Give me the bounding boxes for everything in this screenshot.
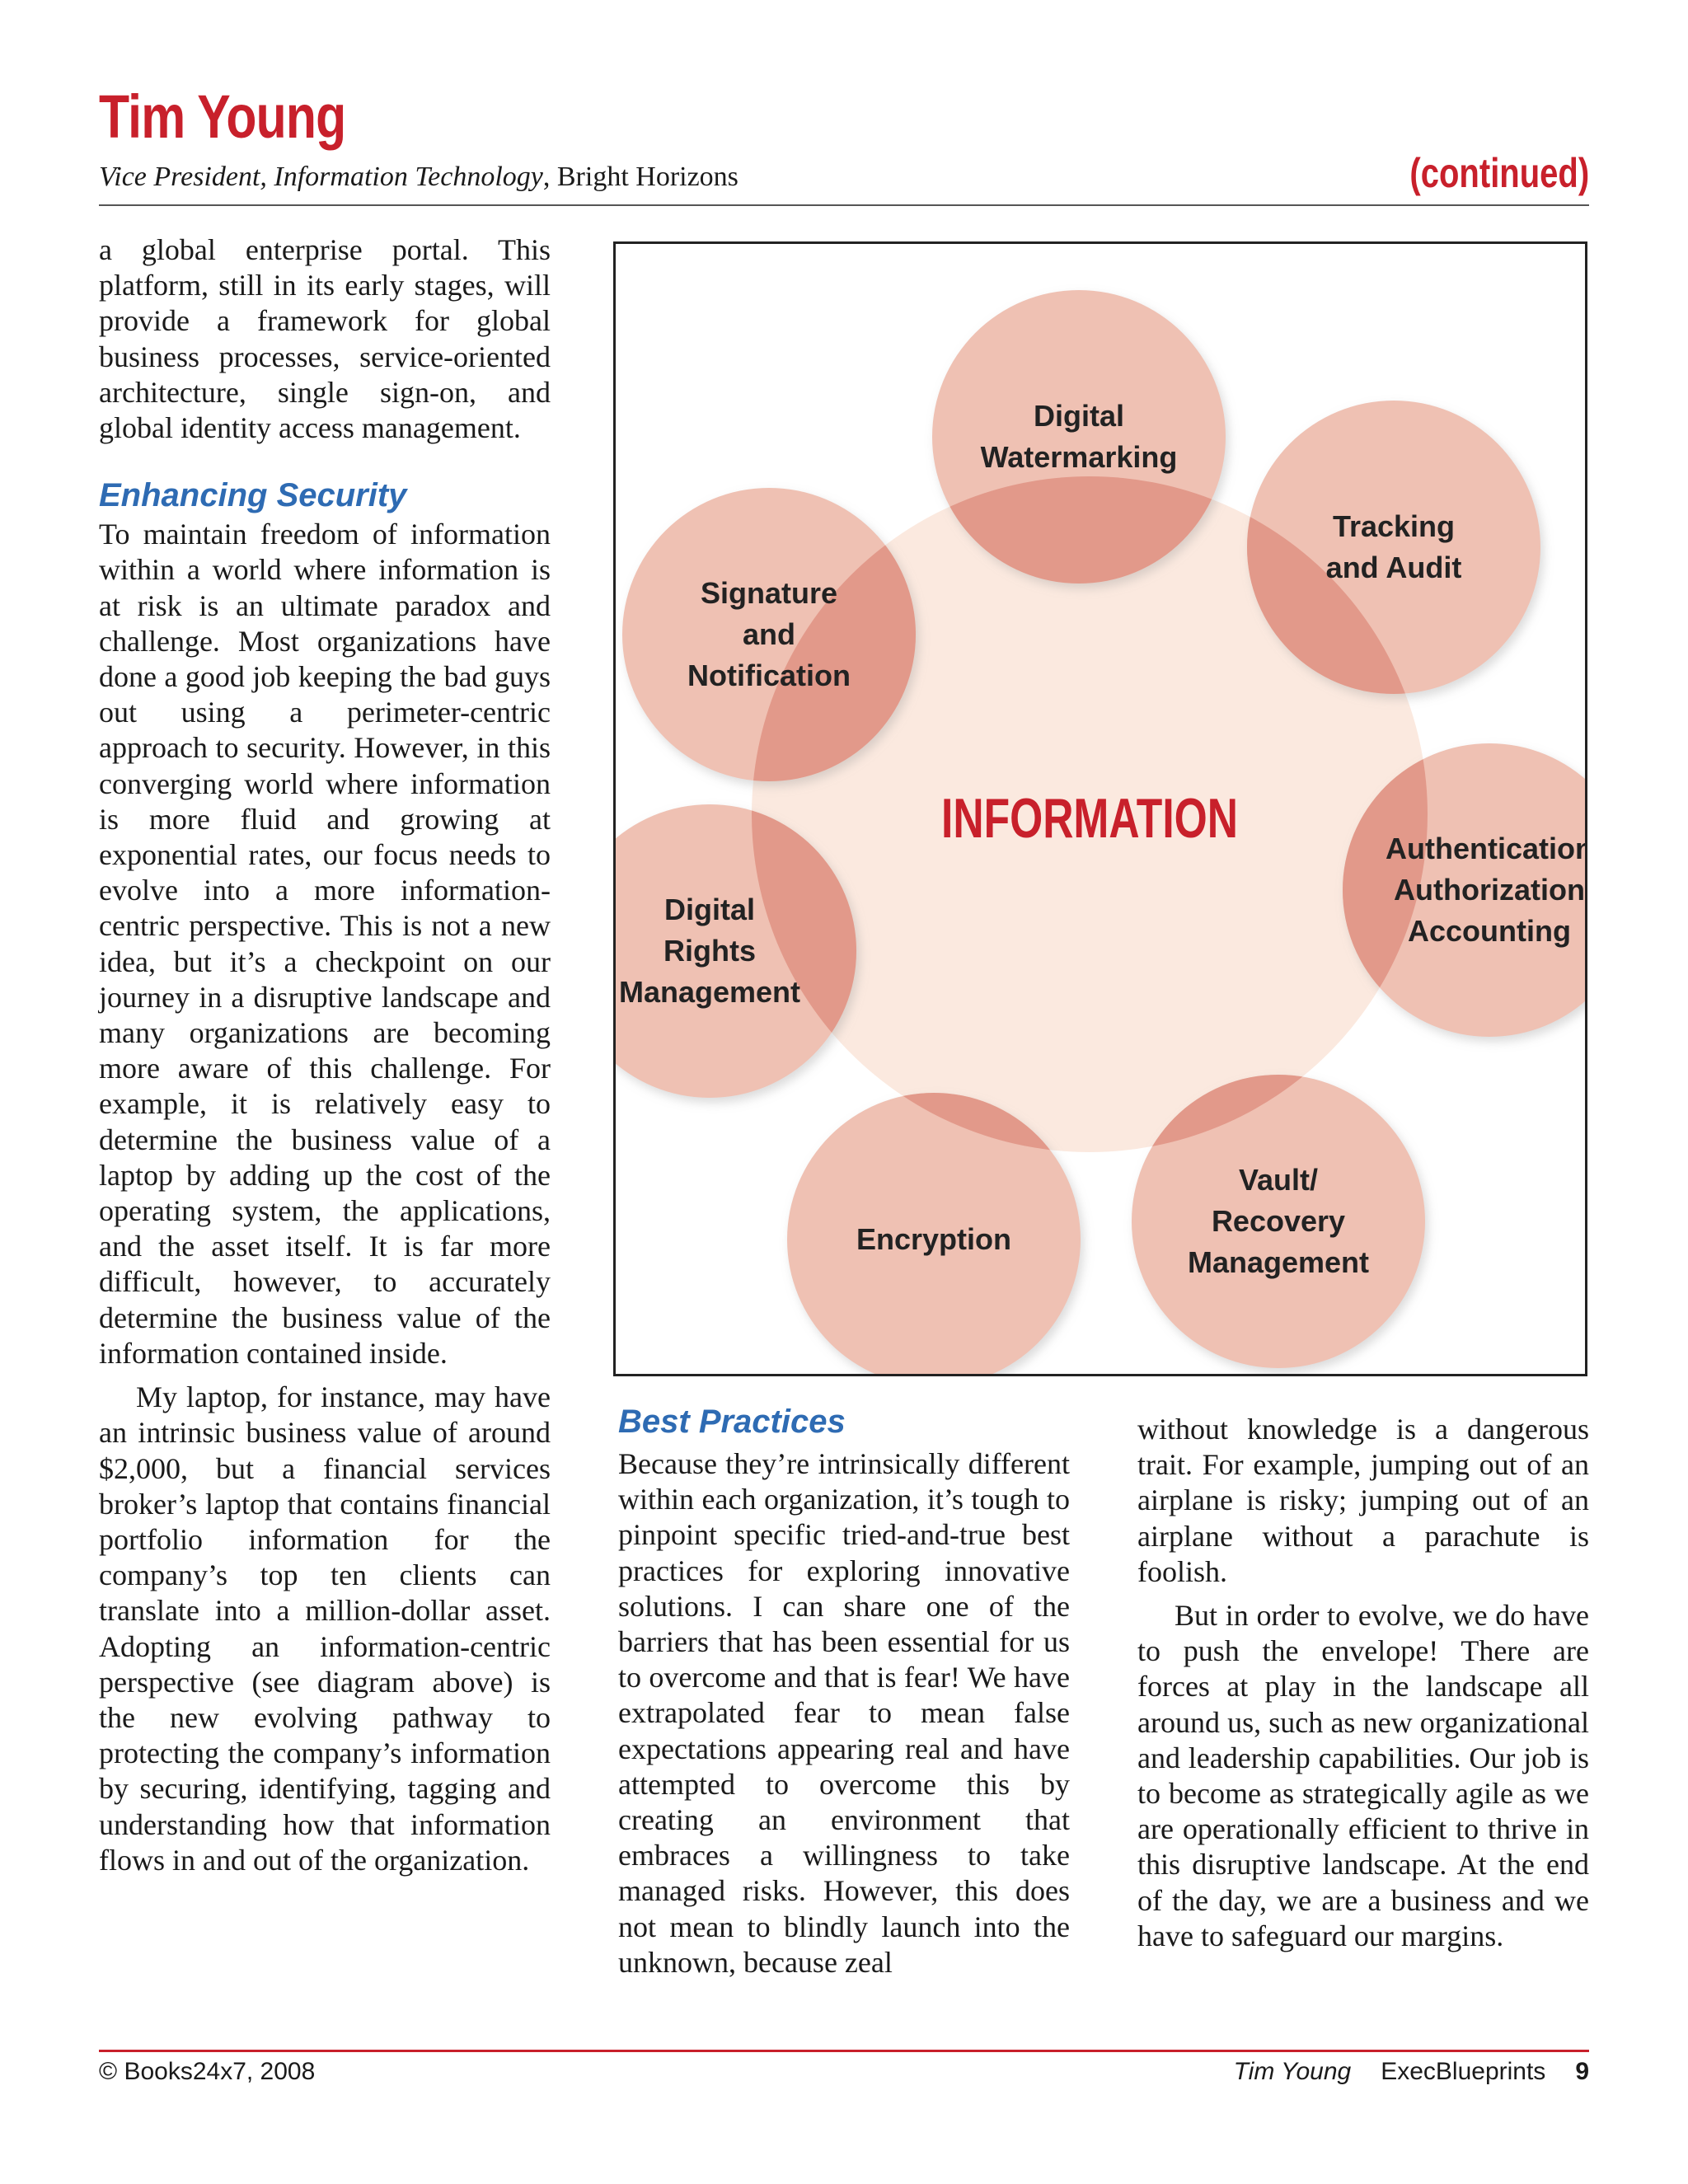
footer-rule	[99, 2050, 1589, 2052]
right-paragraph-1: without knowledge is a dangerous trait. For example, jumping out of an airplane is risky; jumping out of an airplane without a parachute is foolish.	[1137, 1413, 1589, 1588]
node-label-drm: Management	[618, 975, 801, 1009]
node-label-tracking: Tracking	[1332, 509, 1456, 543]
security-paragraph-2: My laptop, for instance, may have an intrinsic business value of around $2,000, but a financial services broker’s laptop that contains financial portfolio information for the company’s top ten clients can translate into a million-dollar asset. Adopting an information-centric perspective (see diagram above) is the new evolving pathway to protecting the company’s information by securing, identifying, tagging and understanding how that information flows in and out of the organization.	[99, 1380, 551, 1877]
security-paragraph-1: To maintain freedom of information within a world where information is at risk is an ultimate paradox and challenge. Most organizations have done a good job keeping the bad guys out using a perimeter-centric approach to security. However, in this converging world where information is more fluid and growing at exponential rates, our focus needs to evolve into a more information-centric perspective. This is not a new idea, but it’s a checkpoint on our journey in a disruptive landscape and many organizations are becoming more aware of this challenge. For example, it is relatively easy to determine the business value of a laptop by adding up the cost of the operating system, the applications, and the asset itself. It is far more difficult, however, to accurately determine the business value of the information contained inside.	[99, 518, 551, 1370]
node-label-aaa: Authentication	[1386, 832, 1585, 865]
enhancing-security-heading: Enhancing Security	[99, 477, 407, 514]
node-label-encryption: Encryption	[856, 1222, 1012, 1256]
best-practices-heading: Best Practices	[618, 1404, 846, 1440]
node-label-watermark: Watermarking	[980, 440, 1178, 474]
node-label-aaa: Authorization	[1394, 873, 1585, 907]
author-role: Vice President, Information Technology	[99, 162, 543, 192]
node-label-vault: Management	[1187, 1245, 1370, 1279]
right-column	[1137, 1412, 1589, 1954]
information-label: INFORMATION	[941, 787, 1238, 850]
diagram-svg	[616, 244, 1585, 1374]
author-company: , Bright Horizons	[542, 162, 738, 192]
continued-label: (continued)	[1409, 150, 1589, 196]
node-label-aaa: Accounting	[1408, 914, 1571, 948]
footer-right	[1234, 2057, 1589, 2087]
node-label-vault: Vault/	[1238, 1163, 1319, 1197]
author-name: Tim Young	[99, 82, 346, 151]
node-label-signature: and	[742, 617, 796, 651]
footer-series: ExecBlueprints	[1381, 2058, 1546, 2085]
node-label-vault: Recovery	[1211, 1204, 1346, 1238]
page-number: 9	[1575, 2058, 1589, 2085]
middle-column	[618, 1402, 1070, 1980]
information-diagram	[613, 241, 1587, 1376]
node-label-drm: Rights	[663, 934, 756, 968]
best-practices-paragraph: Because they’re intrinsically different within each organization, it’s tough to pinpoint specific tried-and-true best practices for exploring innovative solutions. I can share one of the barriers that has been essential for us to overcome and that is fear! We have extrapolated fear to mean false expectations appearing real and have attempted to overcome this by creating an environment that embraces a willingness to take managed risks. However, this does not mean to blindly launch into the unknown, because zeal	[618, 1447, 1070, 1979]
left-column	[99, 232, 551, 1878]
intro-paragraph: a global enterprise portal. This platform, still in its early stages, will provide a framework for global business processes, service-oriented architecture, single sign-on, and global identity access management.	[99, 233, 551, 445]
node-label-signature: Notification	[687, 658, 851, 692]
node-label-watermark: Digital	[1033, 399, 1125, 433]
author-subtitle	[99, 163, 738, 191]
right-paragraph-2: But in order to evolve, we do have to push the envelope! There are forces at play in the landscape all around us, such as new organizational and leadership capabilities. Our job is to become as strategically agile as we are operationally efficient to thrive in this disruptive landscape. At the end of the day, we are a business and we have to safeguard our margins.	[1137, 1599, 1589, 1952]
footer-author: Tim Young	[1233, 2058, 1352, 2085]
node-label-signature: Signature	[700, 576, 838, 610]
node-label-drm: Digital	[663, 893, 756, 926]
node-label-tracking: and Audit	[1325, 551, 1462, 584]
footer-copyright: © Books24x7, 2008	[99, 2058, 316, 2085]
header-rule	[99, 204, 1589, 206]
